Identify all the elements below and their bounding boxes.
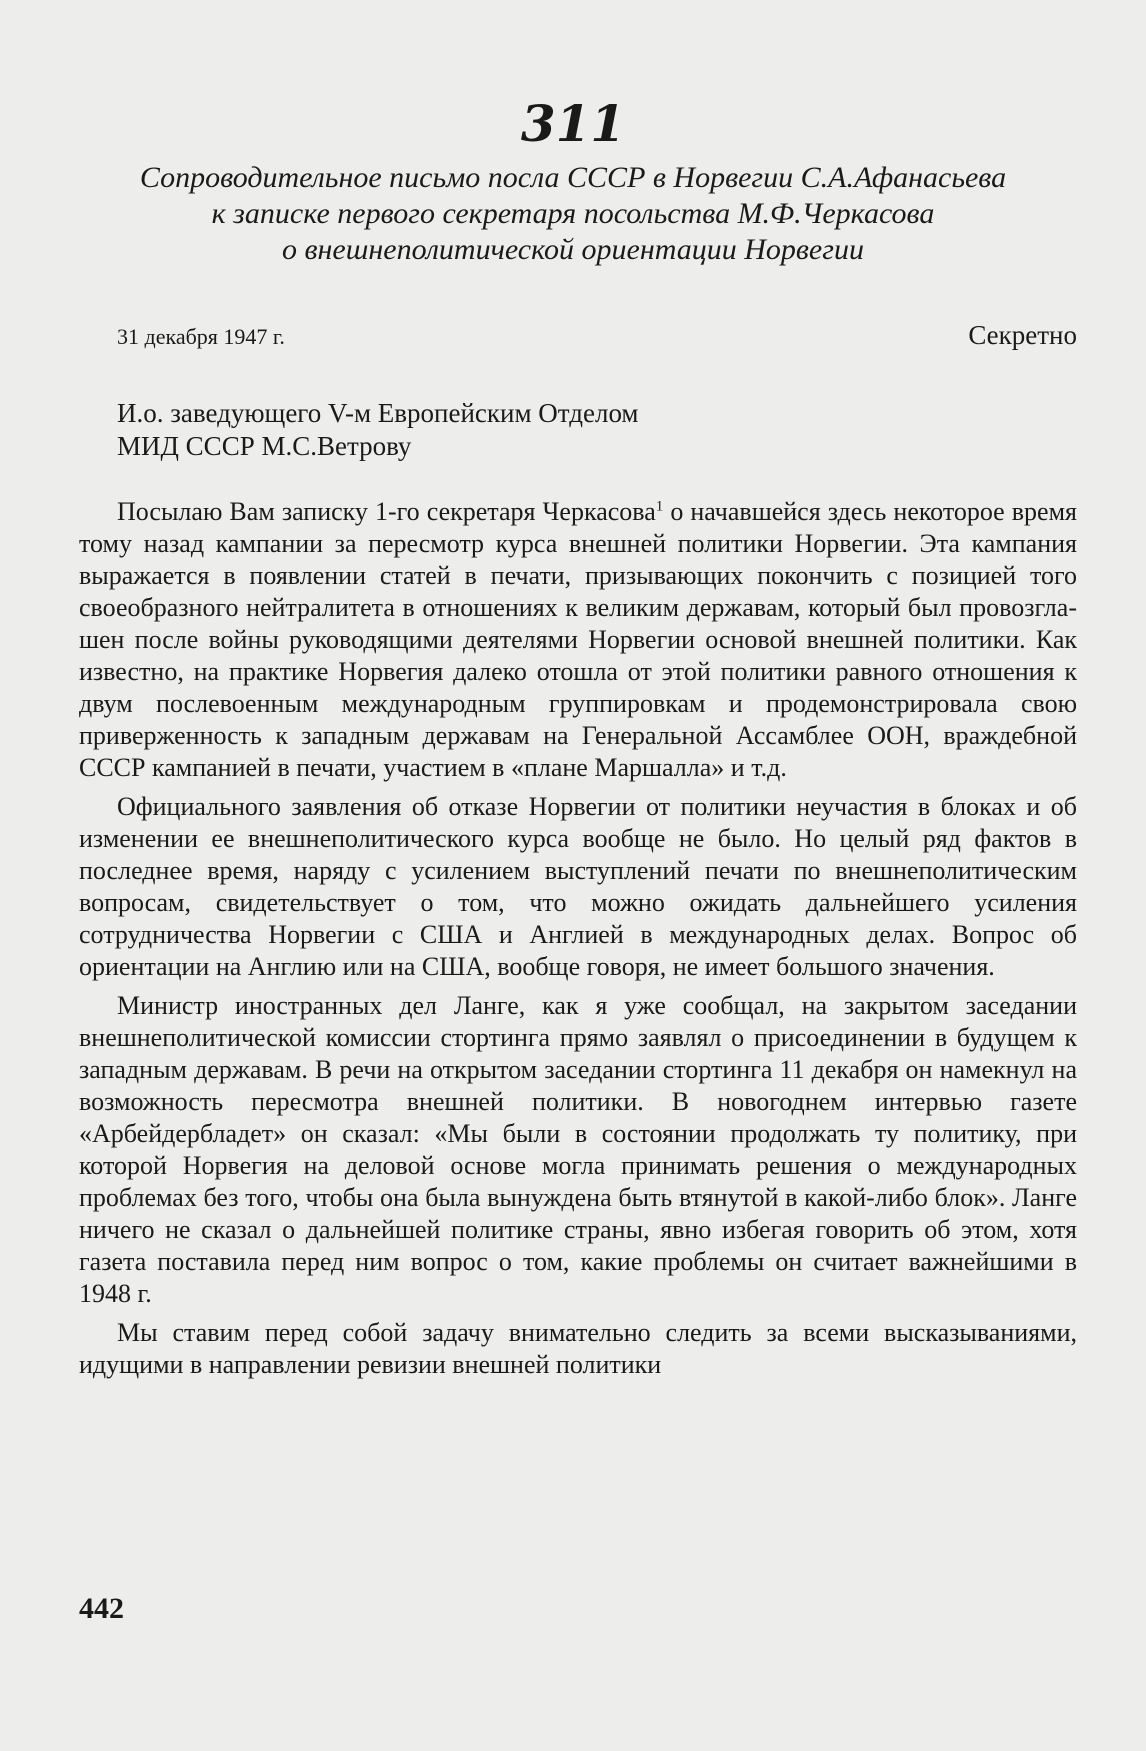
body-paragraph: Посылаю Вам записку 1-го секретаря Черкасова$^1$ о начавшейся здесь некоторое время тому назад кампании за пересмотр курса внешней политики Норвегии. Эта кампания выражается в появлении статей в печати, призывающих покончить с позицией того своеобразного нейтралитета в отношениях к великим державам, который был провозглашен после войны руководящими деятелями Норвегии основой внешней политики. Как известно, на практике Норвегия далеко отошла от этой политики равного отношения к двум послевоенным международным группировкам и продемонстрировала свою приверженность к западным державам на Генеральной Ассамблее ООН, враждебной СССР кампанией в печати, участием в «плане Маршалла» и т.д. bbox=[79, 497, 1077, 782]
classification-mark: Секретно bbox=[968, 320, 1077, 350]
title-line: к записке первого секретаря посольства М.Ф.Черкасова bbox=[211, 197, 935, 230]
body-paragraph: Мы ставим перед собой задачу внимательно следить за всеми высказываниями, идущими в направлении ревизии внешней политики bbox=[79, 1318, 1077, 1379]
addressee bbox=[117, 397, 1077, 463]
document-number: 311 bbox=[520, 94, 626, 153]
addressee-line: И.о. заведующего V-м Европейским Отделом bbox=[117, 398, 639, 428]
body-paragraph: Министр иностранных дел Ланге, как я уже сообщал, на закрытом заседании внешнеполитической комиссии стортинга прямо заявлял о присоединении в будущем к западным державам. В речи на открытом заседании стортинга 11 декабря он намекнул на возможность пересмотра внешней политики. В новогоднем интервью газете «Арбейдербладет» он сказал: «Мы были в состоянии продолжать ту политику, при которой Норвегия на деловой основе могла принимать решения о международных проблемах без того, чтобы она была вынуждена быть втянутой в какой-либо блок». Ланге ничего не сказал о дальнейшей политике страны, явно избегая говорить об этом, хотя газета поставила перед ним вопрос о том, какие проблемы он считает важнейшими в 1948 г. bbox=[79, 991, 1077, 1308]
page-number: 442 bbox=[79, 1592, 124, 1625]
title-line: Сопроводительное письмо посла СССР в Норвегии С.А.Афанасьева bbox=[139, 161, 1007, 194]
document-date: 31 декабря 1947 г. bbox=[117, 324, 285, 349]
title-line: о внешнеполитической ориентации Норвегии bbox=[282, 233, 864, 266]
addressee-line: МИД СССР М.С.Ветрову bbox=[117, 431, 412, 461]
body-paragraph: Официального заявления об отказе Норвегии от политики неучастия в блоках и об изменении ее внешнеполитического курса вообще не было. Но целый ряд фактов в последнее время, наряду с усилением выступлений печати по внешнеполитическим вопросам, свидетельствует о том, что можно ожидать дальнейшего усиления сотрудничества Норвегии с США и Англией в международных делах. Вопрос об ориентации на Англию или на США, вообще говоря, не имеет большого значения. bbox=[79, 792, 1077, 981]
letter-body bbox=[79, 496, 1077, 1388]
footnote-marker: 1 bbox=[655, 498, 664, 515]
document-title bbox=[60, 160, 1086, 268]
